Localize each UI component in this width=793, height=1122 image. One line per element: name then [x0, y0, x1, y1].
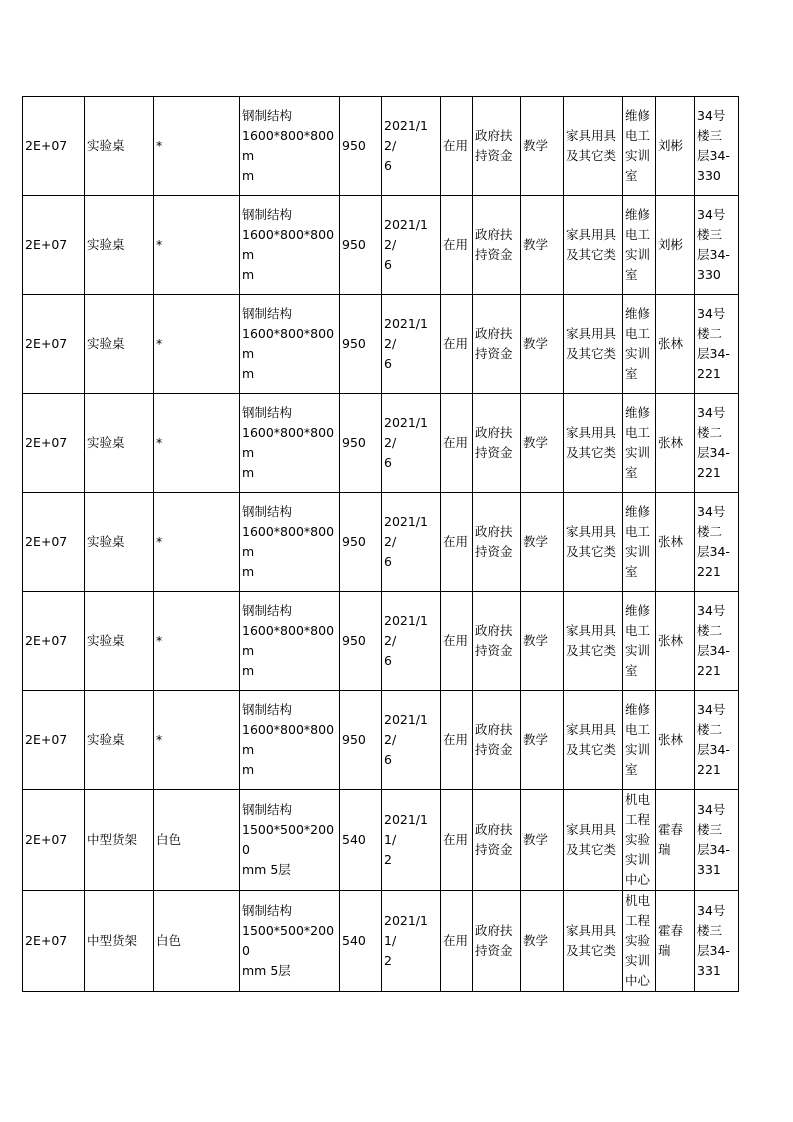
department-line: 实训 [625, 643, 651, 658]
usage-status-cell: 在用 [441, 97, 473, 196]
department-line: 室 [625, 465, 638, 480]
table-row [23, 196, 739, 295]
department-line: 室 [625, 366, 638, 381]
location-line: 330 [697, 267, 721, 282]
location-line: 层34- [697, 742, 730, 757]
acquired-date-line: 2 [384, 953, 392, 968]
table-row [23, 891, 739, 992]
department-line: 电工 [625, 623, 651, 638]
location-line: 34号 [697, 306, 726, 321]
location-cell [695, 592, 739, 691]
location-line: 楼二 [697, 326, 723, 341]
asset-category-line: 及其它类 [566, 544, 617, 559]
location-cell [695, 394, 739, 493]
funding-source-cell [473, 891, 521, 992]
funding-source-line: 持资金 [475, 544, 513, 559]
asset-color-cell: * [154, 295, 240, 394]
department-line: 维修 [625, 504, 651, 519]
acquired-date-line: 2021/12/ [384, 613, 428, 648]
department-line: 实验 [625, 832, 651, 847]
usage-status-cell: 在用 [441, 196, 473, 295]
asset-spec-line: m [242, 366, 255, 381]
usage-status-cell: 在用 [441, 891, 473, 992]
funding-source-line: 政府扶 [475, 923, 513, 938]
department-line: 室 [625, 564, 638, 579]
keeper-cell: 张林 [656, 493, 695, 592]
asset-code-cell: 2E+07 [23, 295, 85, 394]
asset-category-line: 家具用具 [566, 722, 617, 737]
funding-source-cell [473, 295, 521, 394]
acquired-date-line: 6 [384, 356, 392, 371]
asset-spec-line: m [242, 267, 255, 282]
location-line: 楼三 [697, 923, 723, 938]
asset-name-cell: 实验桌 [85, 691, 154, 790]
department-cell [623, 790, 656, 891]
asset-spec-line: 钢制结构 [242, 903, 293, 918]
acquired-date-cell [382, 691, 441, 790]
department-line: 中心 [625, 973, 651, 988]
asset-category-cell [564, 493, 623, 592]
asset-spec-line: m [242, 168, 255, 183]
asset-color-cell: 白色 [154, 790, 240, 891]
department-line: 机电 [625, 893, 651, 908]
asset-spec-cell [240, 97, 340, 196]
asset-spec-line: 1600*800*800m [242, 326, 335, 361]
department-line: 电工 [625, 524, 651, 539]
keeper-cell: 刘彬 [656, 97, 695, 196]
usage-status-cell: 在用 [441, 592, 473, 691]
asset-spec-line: 1600*800*800m [242, 227, 335, 262]
location-line: 34号 [697, 903, 726, 918]
asset-spec-line: 钢制结构 [242, 306, 293, 321]
table-row [23, 295, 739, 394]
asset-spec-line: 1600*800*800m [242, 623, 335, 658]
asset-category-line: 家具用具 [566, 623, 617, 638]
asset-price-cell: 950 [340, 196, 382, 295]
department-line: 实验 [625, 933, 651, 948]
asset-category-line: 家具用具 [566, 822, 617, 837]
table-row [23, 592, 739, 691]
asset-name-cell: 中型货架 [85, 790, 154, 891]
asset-spec-line: mm 5层 [242, 862, 291, 877]
department-line: 室 [625, 168, 638, 183]
keeper-line: 瑞 [658, 943, 671, 958]
department-line: 工程 [625, 913, 651, 928]
acquired-date-line: 2021/12/ [384, 316, 428, 351]
department-line: 实训 [625, 247, 651, 262]
usage-status-cell: 在用 [441, 493, 473, 592]
asset-name-cell: 实验桌 [85, 97, 154, 196]
asset-table [22, 96, 739, 992]
table-body [23, 97, 739, 992]
asset-price-cell: 950 [340, 493, 382, 592]
funding-source-line: 政府扶 [475, 425, 513, 440]
asset-name-cell: 实验桌 [85, 394, 154, 493]
asset-color-cell: * [154, 97, 240, 196]
asset-category-line: 及其它类 [566, 148, 617, 163]
department-line: 维修 [625, 405, 651, 420]
location-cell [695, 790, 739, 891]
department-cell [623, 691, 656, 790]
asset-category-cell [564, 97, 623, 196]
location-line: 34号 [697, 603, 726, 618]
department-line: 室 [625, 663, 638, 678]
location-line: 层34- [697, 643, 730, 658]
acquired-date-cell [382, 97, 441, 196]
asset-code-cell: 2E+07 [23, 97, 85, 196]
department-line: 实训 [625, 852, 651, 867]
funding-source-line: 政府扶 [475, 227, 513, 242]
acquired-date-line: 6 [384, 554, 392, 569]
asset-category-line: 及其它类 [566, 346, 617, 361]
department-line: 电工 [625, 227, 651, 242]
funding-source-line: 持资金 [475, 247, 513, 262]
asset-category-cell [564, 790, 623, 891]
acquired-date-line: 6 [384, 752, 392, 767]
funding-source-cell [473, 196, 521, 295]
acquired-date-line: 2021/11/ [384, 812, 428, 847]
acquired-date-cell [382, 891, 441, 992]
acquired-date-cell [382, 790, 441, 891]
keeper-cell: 张林 [656, 691, 695, 790]
funding-source-cell [473, 790, 521, 891]
funding-source-line: 政府扶 [475, 623, 513, 638]
department-line: 电工 [625, 425, 651, 440]
department-line: 实训 [625, 148, 651, 163]
acquired-date-cell [382, 196, 441, 295]
asset-spec-line: 1500*500*2000 [242, 822, 335, 857]
asset-price-cell: 950 [340, 295, 382, 394]
keeper-line: 霍春 [658, 822, 684, 837]
asset-name-cell: 中型货架 [85, 891, 154, 992]
funding-source-cell [473, 493, 521, 592]
asset-price-cell: 950 [340, 394, 382, 493]
asset-color-cell: * [154, 592, 240, 691]
location-line: 楼二 [697, 524, 723, 539]
asset-spec-cell [240, 295, 340, 394]
usage-direction-cell: 教学 [521, 493, 564, 592]
location-cell [695, 97, 739, 196]
usage-direction-cell: 教学 [521, 592, 564, 691]
keeper-cell [656, 790, 695, 891]
usage-status-cell: 在用 [441, 295, 473, 394]
department-line: 室 [625, 762, 638, 777]
department-line: 室 [625, 267, 638, 282]
asset-name-cell: 实验桌 [85, 295, 154, 394]
location-line: 层34- [697, 544, 730, 559]
funding-source-cell [473, 394, 521, 493]
acquired-date-line: 6 [384, 455, 392, 470]
asset-spec-line: 1500*500*2000 [242, 923, 335, 958]
location-line: 层34- [697, 943, 730, 958]
funding-source-line: 持资金 [475, 346, 513, 361]
department-cell [623, 97, 656, 196]
asset-price-cell: 950 [340, 691, 382, 790]
funding-source-line: 持资金 [475, 842, 513, 857]
asset-category-line: 及其它类 [566, 842, 617, 857]
asset-spec-line: 钢制结构 [242, 802, 293, 817]
usage-status-cell: 在用 [441, 790, 473, 891]
asset-category-line: 及其它类 [566, 247, 617, 262]
asset-category-line: 家具用具 [566, 326, 617, 341]
asset-price-cell: 540 [340, 790, 382, 891]
acquired-date-line: 2021/12/ [384, 415, 428, 450]
funding-source-line: 持资金 [475, 445, 513, 460]
asset-category-line: 及其它类 [566, 643, 617, 658]
location-cell [695, 196, 739, 295]
asset-color-cell: * [154, 196, 240, 295]
location-line: 34号 [697, 207, 726, 222]
department-line: 电工 [625, 326, 651, 341]
location-line: 层34- [697, 148, 730, 163]
asset-category-cell [564, 592, 623, 691]
asset-spec-line: 1600*800*800m [242, 722, 335, 757]
usage-direction-cell: 教学 [521, 196, 564, 295]
funding-source-line: 政府扶 [475, 722, 513, 737]
location-line: 221 [697, 663, 721, 678]
acquired-date-line: 2021/12/ [384, 118, 428, 153]
acquired-date-cell [382, 493, 441, 592]
asset-code-cell: 2E+07 [23, 394, 85, 493]
asset-spec-line: 钢制结构 [242, 207, 293, 222]
department-line: 中心 [625, 872, 651, 887]
usage-direction-cell: 教学 [521, 394, 564, 493]
acquired-date-line: 2 [384, 852, 392, 867]
usage-status-cell: 在用 [441, 394, 473, 493]
asset-category-line: 及其它类 [566, 943, 617, 958]
location-line: 层34- [697, 247, 730, 262]
funding-source-line: 政府扶 [475, 128, 513, 143]
acquired-date-cell [382, 295, 441, 394]
location-line: 层34- [697, 445, 730, 460]
funding-source-cell [473, 97, 521, 196]
asset-category-line: 家具用具 [566, 923, 617, 938]
asset-category-line: 及其它类 [566, 445, 617, 460]
department-line: 维修 [625, 108, 651, 123]
acquired-date-cell [382, 592, 441, 691]
department-line: 实训 [625, 742, 651, 757]
department-line: 维修 [625, 306, 651, 321]
asset-code-cell: 2E+07 [23, 891, 85, 992]
asset-spec-cell [240, 691, 340, 790]
location-cell [695, 691, 739, 790]
location-line: 层34- [697, 346, 730, 361]
department-line: 实训 [625, 346, 651, 361]
department-line: 工程 [625, 812, 651, 827]
keeper-line: 霍春 [658, 923, 684, 938]
asset-spec-line: m [242, 564, 255, 579]
usage-direction-cell: 教学 [521, 97, 564, 196]
asset-category-cell [564, 691, 623, 790]
department-line: 实训 [625, 544, 651, 559]
acquired-date-line: 2021/12/ [384, 514, 428, 549]
asset-spec-cell [240, 196, 340, 295]
asset-name-cell: 实验桌 [85, 493, 154, 592]
department-line: 维修 [625, 702, 651, 717]
department-line: 电工 [625, 128, 651, 143]
location-line: 34号 [697, 108, 726, 123]
location-line: 331 [697, 963, 721, 978]
asset-code-cell: 2E+07 [23, 691, 85, 790]
asset-spec-line: mm 5层 [242, 963, 291, 978]
asset-price-cell: 950 [340, 592, 382, 691]
funding-source-cell [473, 691, 521, 790]
asset-code-cell: 2E+07 [23, 790, 85, 891]
usage-direction-cell: 教学 [521, 891, 564, 992]
location-line: 34号 [697, 405, 726, 420]
asset-spec-line: 钢制结构 [242, 108, 293, 123]
asset-price-cell: 950 [340, 97, 382, 196]
acquired-date-line: 2021/12/ [384, 217, 428, 252]
location-line: 楼二 [697, 425, 723, 440]
asset-code-cell: 2E+07 [23, 592, 85, 691]
funding-source-line: 持资金 [475, 148, 513, 163]
department-cell [623, 891, 656, 992]
acquired-date-line: 6 [384, 158, 392, 173]
asset-spec-cell [240, 493, 340, 592]
usage-direction-cell: 教学 [521, 790, 564, 891]
location-line: 221 [697, 465, 721, 480]
department-line: 实训 [625, 445, 651, 460]
location-line: 楼三 [697, 227, 723, 242]
location-line: 34号 [697, 504, 726, 519]
funding-source-line: 持资金 [475, 742, 513, 757]
asset-spec-line: 钢制结构 [242, 504, 293, 519]
keeper-cell: 刘彬 [656, 196, 695, 295]
table-row [23, 97, 739, 196]
location-line: 楼二 [697, 623, 723, 638]
asset-category-line: 家具用具 [566, 128, 617, 143]
asset-category-cell [564, 196, 623, 295]
acquired-date-line: 6 [384, 653, 392, 668]
location-line: 楼二 [697, 722, 723, 737]
department-cell [623, 295, 656, 394]
table-row [23, 493, 739, 592]
department-line: 维修 [625, 603, 651, 618]
table-row [23, 394, 739, 493]
keeper-line: 瑞 [658, 842, 671, 857]
department-line: 实训 [625, 953, 651, 968]
asset-category-cell [564, 295, 623, 394]
acquired-date-line: 6 [384, 257, 392, 272]
department-line: 维修 [625, 207, 651, 222]
usage-direction-cell: 教学 [521, 295, 564, 394]
keeper-cell [656, 891, 695, 992]
department-line: 机电 [625, 792, 651, 807]
usage-status-cell: 在用 [441, 691, 473, 790]
asset-spec-line: 1600*800*800m [242, 524, 335, 559]
location-line: 221 [697, 762, 721, 777]
asset-category-line: 家具用具 [566, 524, 617, 539]
department-cell [623, 493, 656, 592]
department-cell [623, 394, 656, 493]
asset-category-line: 家具用具 [566, 227, 617, 242]
department-cell [623, 592, 656, 691]
location-cell [695, 493, 739, 592]
location-cell [695, 295, 739, 394]
keeper-cell: 张林 [656, 394, 695, 493]
asset-code-cell: 2E+07 [23, 493, 85, 592]
funding-source-line: 持资金 [475, 943, 513, 958]
location-line: 221 [697, 564, 721, 579]
asset-spec-line: m [242, 465, 255, 480]
asset-spec-cell [240, 790, 340, 891]
funding-source-line: 持资金 [475, 643, 513, 658]
acquired-date-cell [382, 394, 441, 493]
asset-category-line: 及其它类 [566, 742, 617, 757]
usage-direction-cell: 教学 [521, 691, 564, 790]
location-line: 34号 [697, 802, 726, 817]
location-line: 楼三 [697, 128, 723, 143]
location-line: 楼三 [697, 822, 723, 837]
location-line: 层34- [697, 842, 730, 857]
asset-spec-line: 钢制结构 [242, 702, 293, 717]
asset-spec-line: 1600*800*800m [242, 425, 335, 460]
location-line: 330 [697, 168, 721, 183]
location-line: 221 [697, 366, 721, 381]
asset-spec-line: 钢制结构 [242, 603, 293, 618]
asset-category-cell [564, 394, 623, 493]
asset-spec-cell [240, 891, 340, 992]
asset-color-cell: * [154, 493, 240, 592]
asset-spec-cell [240, 592, 340, 691]
asset-name-cell: 实验桌 [85, 592, 154, 691]
asset-spec-line: 钢制结构 [242, 405, 293, 420]
location-cell [695, 891, 739, 992]
funding-source-line: 政府扶 [475, 524, 513, 539]
asset-spec-line: m [242, 762, 255, 777]
asset-spec-line: 1600*800*800m [242, 128, 335, 163]
acquired-date-line: 2021/12/ [384, 712, 428, 747]
funding-source-line: 政府扶 [475, 822, 513, 837]
table-row [23, 691, 739, 790]
asset-category-cell [564, 891, 623, 992]
keeper-cell: 张林 [656, 592, 695, 691]
location-line: 34号 [697, 702, 726, 717]
funding-source-line: 政府扶 [475, 326, 513, 341]
asset-name-cell: 实验桌 [85, 196, 154, 295]
asset-spec-cell [240, 394, 340, 493]
location-line: 331 [697, 862, 721, 877]
asset-color-cell: * [154, 394, 240, 493]
asset-category-line: 家具用具 [566, 425, 617, 440]
table-row [23, 790, 739, 891]
asset-color-cell: 白色 [154, 891, 240, 992]
acquired-date-line: 2021/11/ [384, 913, 428, 948]
asset-spec-line: m [242, 663, 255, 678]
asset-color-cell: * [154, 691, 240, 790]
department-cell [623, 196, 656, 295]
department-line: 电工 [625, 722, 651, 737]
asset-code-cell: 2E+07 [23, 196, 85, 295]
funding-source-cell [473, 592, 521, 691]
keeper-cell: 张林 [656, 295, 695, 394]
asset-price-cell: 540 [340, 891, 382, 992]
